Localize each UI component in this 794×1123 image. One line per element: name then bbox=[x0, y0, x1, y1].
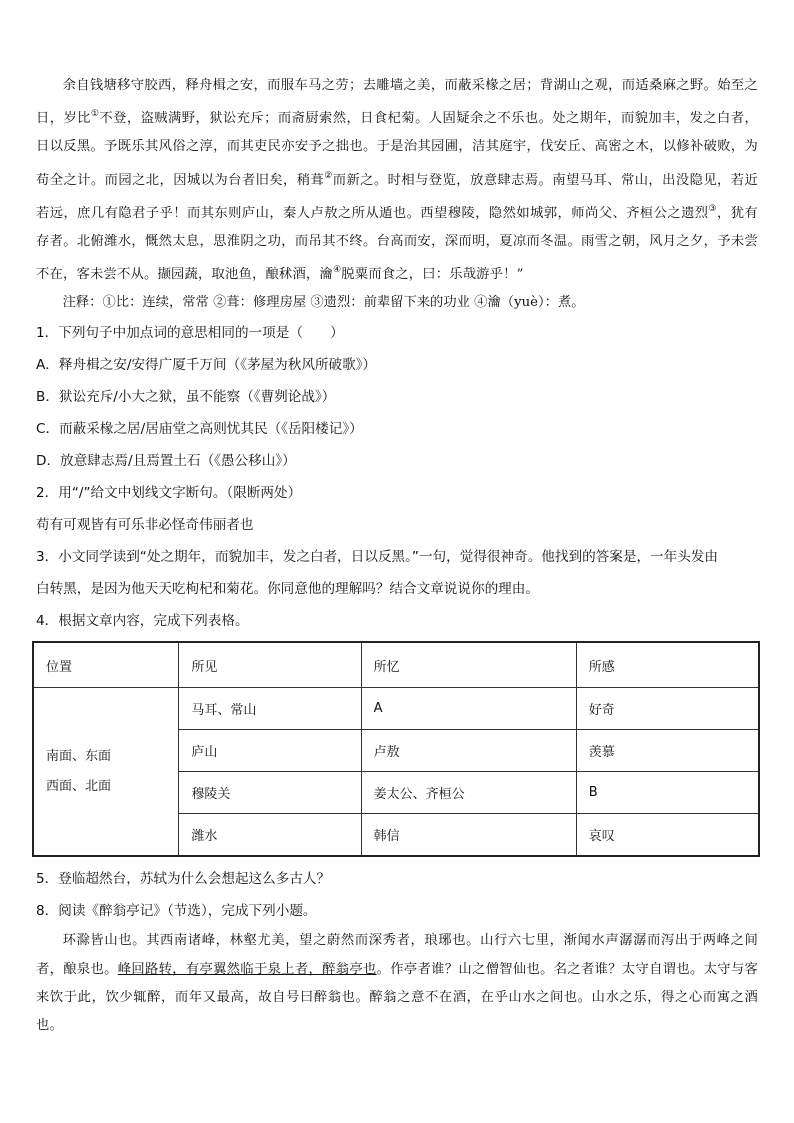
table-header-row bbox=[33, 642, 759, 688]
question-2-line: 苟有可观皆有可乐非必怪奇伟丽者也 bbox=[36, 517, 254, 534]
question-5: 5．登临超然台，苏轼为什么会想起这么多古人？ bbox=[36, 871, 331, 888]
header-recall: 所忆 bbox=[361, 642, 576, 688]
underlined-sentence: 峰回路转，有亭翼然临于泉上者，醉翁亭也 bbox=[117, 961, 377, 977]
document-page bbox=[36, 72, 758, 1040]
passage-chaoran-tai: 余自钱塘移守胶西，释舟楫之安，而服车马之劳；去雕墙之美，而蔽采椽之居；背湖山之观，而适桑麻之野。始至之日，岁比①不登，盗贼满野，狱讼充斥；而斋厨索然，日食杞菊。人固疑余之不乐也。处之期年，而貌加丰，发之白者，日以反黑。予既乐其风俗之淳，而其吏民亦安予之拙也。于是治其园圃，洁其庭宇，伐安丘、高密之木，以修补破败，为苟全之计。而园之北，因城以为台者旧矣，稍葺②而新之。时相与登览，放意肆志焉。南望马耳、常山，出没隐见，若近若远，庶几有隐君子乎！而其东则庐山，秦人卢敖之所从遁也。西望穆陵，隐然如城郭，师尚父、齐桓公之遗烈③，犹有存者。北俯潍水，慨然太息，思淮阴之功，而吊其不终。台高而安，深而明，夏凉而冬温。雨雪之朝，风月之夕，予未尝不在，客未尝不从。撷园蔬，取池鱼，酿秫酒，瀹④脱粟而食之，曰：乐哉游乎！” bbox=[36, 78, 758, 283]
table-cell-recall: A bbox=[361, 688, 576, 730]
table-cell-seen: 穆陵关 bbox=[179, 772, 361, 814]
table-cell-feel: 好奇 bbox=[576, 688, 759, 730]
answer-table bbox=[32, 641, 760, 857]
table-cell-feel: 羡慕 bbox=[576, 730, 759, 772]
table-cell-recall: 姜太公、齐桓公 bbox=[361, 772, 576, 814]
question-2-stem: 2．用“/”给文中划线文字断句。（限断两处） bbox=[36, 485, 302, 502]
table-cell-seen: 马耳、常山 bbox=[179, 688, 361, 730]
question-1-option-c: C．而蔽采椽之居/居庙堂之高则忧其民（《岳阳楼记》） bbox=[36, 421, 363, 438]
question-1-option-b: B．狱讼充斥/小大之狱，虽不能察（《曹刿论战》） bbox=[36, 389, 336, 406]
table-cell-recall: 卢敖 bbox=[361, 730, 576, 772]
header-position: 位置 bbox=[33, 642, 179, 688]
question-1-option-a: A．释舟楫之安/安得广厦千万间（《茅屋为秋风所破歌》） bbox=[36, 357, 377, 374]
table-cell-feel: B bbox=[576, 772, 759, 814]
position-cell: 南面、东面 西面、北面 bbox=[33, 688, 179, 857]
passage-zuiweng-ting: 环滁皆山也。其西南诸峰，林壑尤美，望之蔚然而深秀者，琅琊也。山行六七里，渐闻水声潺潺而泻出于两峰之间者，酿泉也。峰回路转，有亭翼然临于泉上者，醉翁亭也。作亭者谁？山之僧智仙也。名之者谁？太守自谓也。太守与客来饮于此，饮少辄醉，而年又最高，故自号曰醉翁也。醉翁之意不在酒，在乎山水之间也。山水之乐，得之心而寓之酒也。 bbox=[36, 933, 758, 1034]
table-cell-feel: 哀叹 bbox=[576, 814, 759, 857]
question-3-line-1: 3．小文同学读到“处之期年，而貌加丰，发之白者，日以反黑。”一句，觉得很神奇。他找到的答案是，一年头发由 bbox=[36, 549, 719, 566]
table-cell-seen: 庐山 bbox=[179, 730, 361, 772]
annotation-notes: 注释：①比：连续，常常 ②葺：修理房屋 ③遗烈：前辈留下来的功业 ④瀹（yuè）：煮。 bbox=[62, 295, 585, 311]
question-4-stem: 4．根据文章内容，完成下列表格。 bbox=[36, 613, 249, 630]
question-8-stem: 8．阅读《醉翁亭记》（节选），完成下列小题。 bbox=[36, 903, 317, 920]
header-feel: 所感 bbox=[576, 642, 759, 688]
table-cell-recall: 韩信 bbox=[361, 814, 576, 857]
question-1-option-d: D．放意肆志焉/且焉置土石（《愚公移山》） bbox=[36, 453, 296, 470]
table-cell-seen: 潍水 bbox=[179, 814, 361, 857]
header-seen: 所见 bbox=[179, 642, 361, 688]
question-3-line-2: 白转黑，是因为他天天吃枸杞和菊花。你同意他的理解吗？结合文章说说你的理由。 bbox=[36, 581, 539, 598]
question-1-stem: 1．下列句子中加点词的意思相同的一项是（ ） bbox=[36, 325, 344, 342]
table-row bbox=[33, 688, 759, 730]
